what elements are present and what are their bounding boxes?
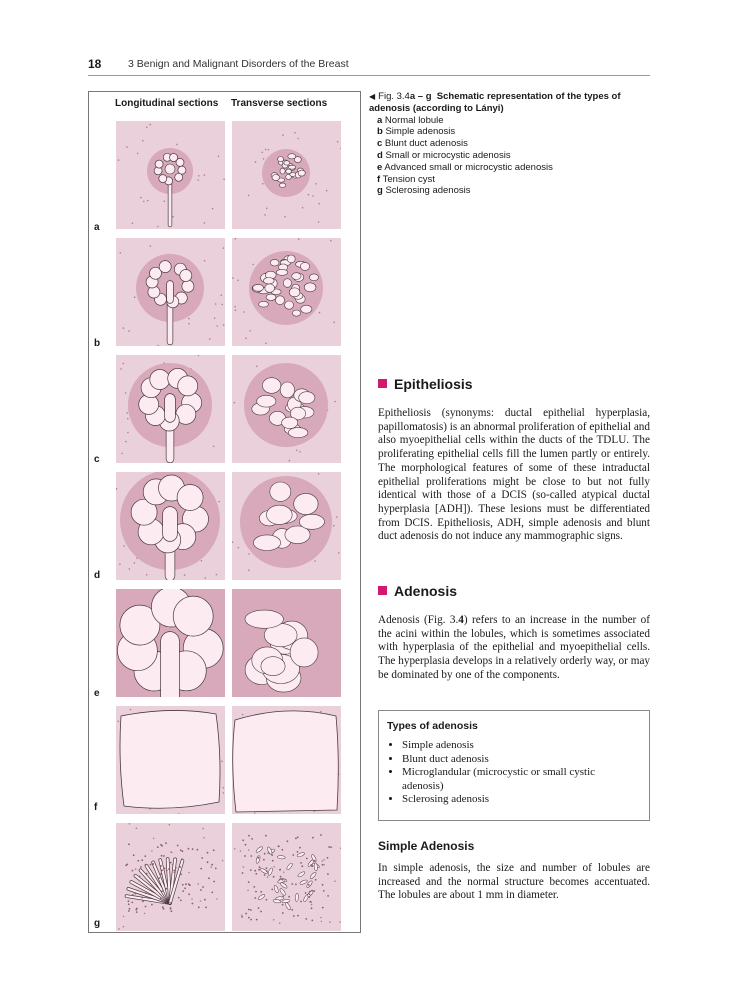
types-list-item: • Sclerosing adenosis bbox=[402, 793, 637, 807]
caption-item: c Blunt duct adenosis bbox=[377, 138, 468, 150]
figure-3-4 bbox=[88, 91, 361, 933]
heading-adenosis: Adenosis bbox=[378, 583, 457, 599]
figure-row-c bbox=[89, 355, 360, 467]
row-letter-b: b bbox=[94, 338, 101, 349]
caption-range: a – g bbox=[409, 91, 432, 102]
caption-item: e Advanced small or microcystic adenosis bbox=[377, 161, 553, 173]
caption-item: g Sclerosing adenosis bbox=[377, 185, 471, 197]
caption-arrow-icon: ◀ bbox=[369, 92, 376, 101]
running-head: 3 Benign and Malignant Disorders of the Breast bbox=[128, 58, 349, 70]
types-list-item: • Simple adenosis bbox=[402, 739, 637, 753]
longitudinal-section-b bbox=[116, 238, 225, 346]
adenosis-paragraph: Adenosis (Fig. 3.4) refers to an increase in the number of the acini within the lobules, which is sometimes associated with hyperplasia of the epithelial and myoepithelial cells. The hyperplasia develops in a relatively orderly way, or may be dominated by one of the components. bbox=[378, 614, 650, 681]
caption-item: b Simple adenosis bbox=[377, 126, 456, 138]
longitudinal-section-a bbox=[116, 121, 225, 229]
caption-prefix: Fig. 3.4 bbox=[378, 91, 410, 102]
row-letter-e: e bbox=[94, 688, 100, 699]
figure-row-b bbox=[89, 238, 360, 350]
transverse-section-c bbox=[232, 355, 341, 463]
box-title: Types of adenosis bbox=[387, 720, 478, 732]
figure-row-g bbox=[89, 823, 360, 935]
column-header-longitudinal: Longitudinal sections bbox=[115, 98, 219, 109]
types-list-item: • Microglandular (microcystic or small cystic adenosis) bbox=[402, 766, 637, 793]
caption-item: f Tension cyst bbox=[377, 173, 435, 185]
simple-adenosis-paragraph: In simple adenosis, the size and number of lobules are increased and the normal structure becomes accentuated. The lobules are about 1 mm in diameter. bbox=[378, 862, 650, 902]
caption-title-text: Schematic representation of the types of adenosis (according to Lányi) bbox=[369, 91, 621, 114]
row-letter-g: g bbox=[94, 918, 101, 929]
transverse-section-f bbox=[232, 706, 341, 814]
transverse-section-e bbox=[232, 589, 341, 697]
transverse-section-g bbox=[232, 823, 341, 931]
transverse-section-a bbox=[232, 121, 341, 229]
figure-row-d bbox=[89, 472, 360, 584]
figure-row-a bbox=[89, 121, 360, 233]
row-letter-c: c bbox=[94, 454, 100, 465]
longitudinal-section-e bbox=[116, 589, 225, 697]
column-header-transverse: Transverse sections bbox=[231, 98, 328, 109]
types-list-item: • Blunt duct adenosis bbox=[402, 753, 637, 767]
figure-row-e bbox=[89, 589, 360, 701]
caption-item: a Normal lobule bbox=[377, 114, 444, 126]
figure-row-f bbox=[89, 706, 360, 818]
epitheliosis-paragraph: Epitheliosis (synonyms: ductal epithelial hyperplasia, papillomatosis) is an abnormal proliferation of epithelial and also myoepithelial cells within the ducts of the TDLU. The proliferating epithelial cells fill the lumen partly or entirely. The morphological features of some of these intraductal epithelial proliferations might be close to but not fully identical with those of a DCIS (so-called atypical ductal hyperplasia [ADH]). These lesions must be differentiated from DCIS. Epitheliosis, ADH, simple adenosis and blunt duct adenosis do not induce any mammographic signs. bbox=[378, 407, 650, 543]
longitudinal-section-g bbox=[116, 823, 225, 931]
caption-item: d Small or microcystic adenosis bbox=[377, 149, 511, 161]
section-marker-icon bbox=[378, 586, 387, 595]
figure-caption bbox=[369, 91, 654, 197]
caption-title bbox=[369, 91, 654, 115]
row-letter-d: d bbox=[94, 570, 101, 581]
longitudinal-section-d bbox=[116, 472, 225, 580]
transverse-section-d bbox=[232, 472, 341, 580]
transverse-section-b bbox=[232, 238, 341, 346]
section-marker-icon bbox=[378, 379, 387, 388]
types-list bbox=[387, 739, 643, 807]
types-of-adenosis-box bbox=[378, 710, 650, 821]
longitudinal-section-c bbox=[116, 355, 225, 463]
page-number: 18 bbox=[88, 57, 102, 71]
longitudinal-section-f bbox=[116, 706, 225, 814]
heading-simple-adenosis: Simple Adenosis bbox=[378, 839, 475, 853]
row-letter-f: f bbox=[94, 802, 98, 813]
page-header bbox=[88, 57, 650, 76]
row-letter-a: a bbox=[94, 222, 100, 233]
heading-epitheliosis: Epitheliosis bbox=[378, 376, 473, 392]
